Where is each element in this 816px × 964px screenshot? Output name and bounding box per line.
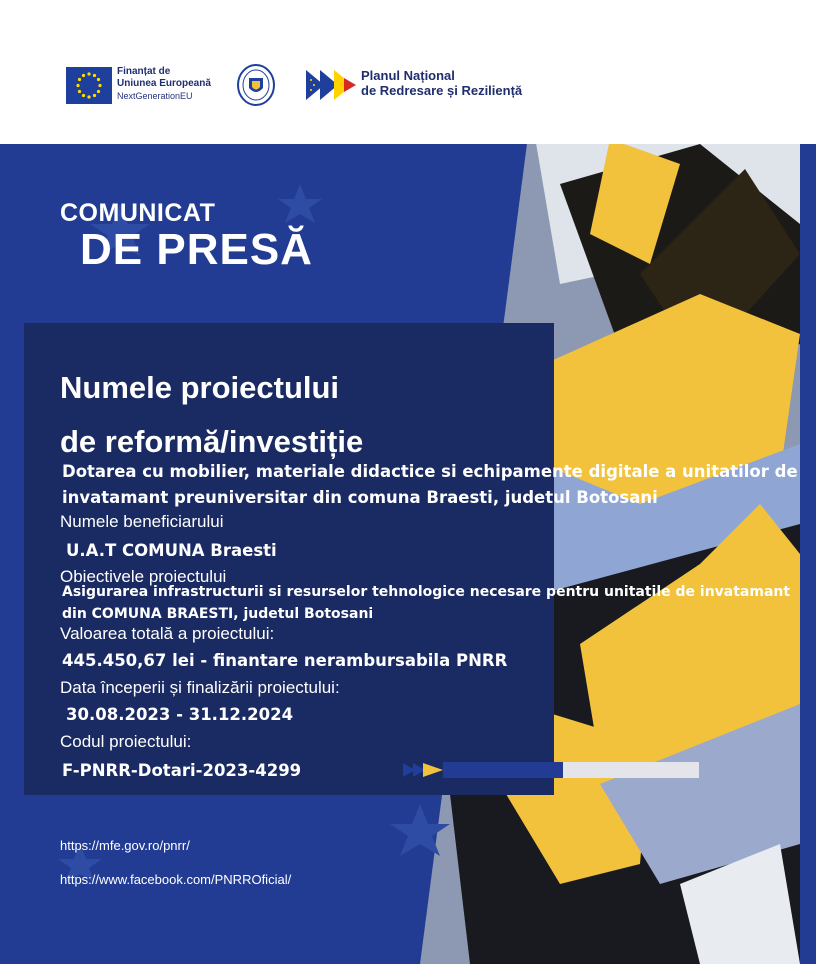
eu-flag-icon (66, 67, 112, 104)
pnrr-progress-bar (403, 761, 699, 779)
code-label: Codul proiectului: (60, 732, 192, 751)
dates-value: 30.08.2023 - 31.12.2024 (66, 705, 294, 724)
heading-comunicat: COMUNICAT (60, 199, 216, 227)
eu-funding-line2: Uniunea Europeană (117, 78, 211, 89)
project-name-line1: Dotarea cu mobilier, materiale didactice si echipamente digitale a unitatilor de (62, 462, 798, 481)
project-name-line2: invatamant preuniversitar din comuna Braesti, judetul Botosani (62, 488, 658, 507)
beneficiary-label: Numele beneficiarului (60, 512, 224, 531)
eu-funding-line1: Finanțat de (117, 66, 171, 77)
pnrr-title (361, 68, 522, 98)
beneficiary-value: U.A.T COMUNA Braesti (66, 541, 277, 560)
heading-presa: DE PRESĂ (80, 225, 313, 274)
objectives-line1: Asigurarea infrastructurii si resurselor tehnologice necesare pentru unitatile de invatamant (62, 584, 791, 600)
project-title-line2: de reformă/investiție (60, 424, 364, 459)
dates-label: Data începerii și finalizării proiectului: (60, 678, 340, 697)
header (0, 0, 816, 144)
government-seal-icon (236, 64, 276, 106)
value-value: 445.450,67 lei - finantare nerambursabila PNRR (62, 651, 508, 670)
value-label: Valoarea totală a proiectului: (60, 624, 275, 643)
objectives-line2: din COMUNA BRAESTI, judetul Botosani (62, 606, 374, 622)
pnrr-website-link[interactable]: https://mfe.gov.ro/pnrr/ (60, 838, 190, 853)
pnrr-logo-icon (306, 68, 358, 102)
pnrr-title-line1: Planul Național (361, 68, 455, 83)
eu-funding-text (117, 66, 211, 102)
objectives-label: Obiectivele proiectului (60, 567, 227, 586)
eu-funding-line3: NextGenerationEU (117, 91, 193, 101)
project-title-line1: Numele proiectului (60, 370, 340, 405)
code-value: F-PNRR-Dotari-2023-4299 (62, 761, 302, 780)
facebook-link[interactable]: https://www.facebook.com/PNRROficial/ (60, 872, 292, 887)
pnrr-title-line2: de Redresare și Reziliență (361, 83, 523, 98)
